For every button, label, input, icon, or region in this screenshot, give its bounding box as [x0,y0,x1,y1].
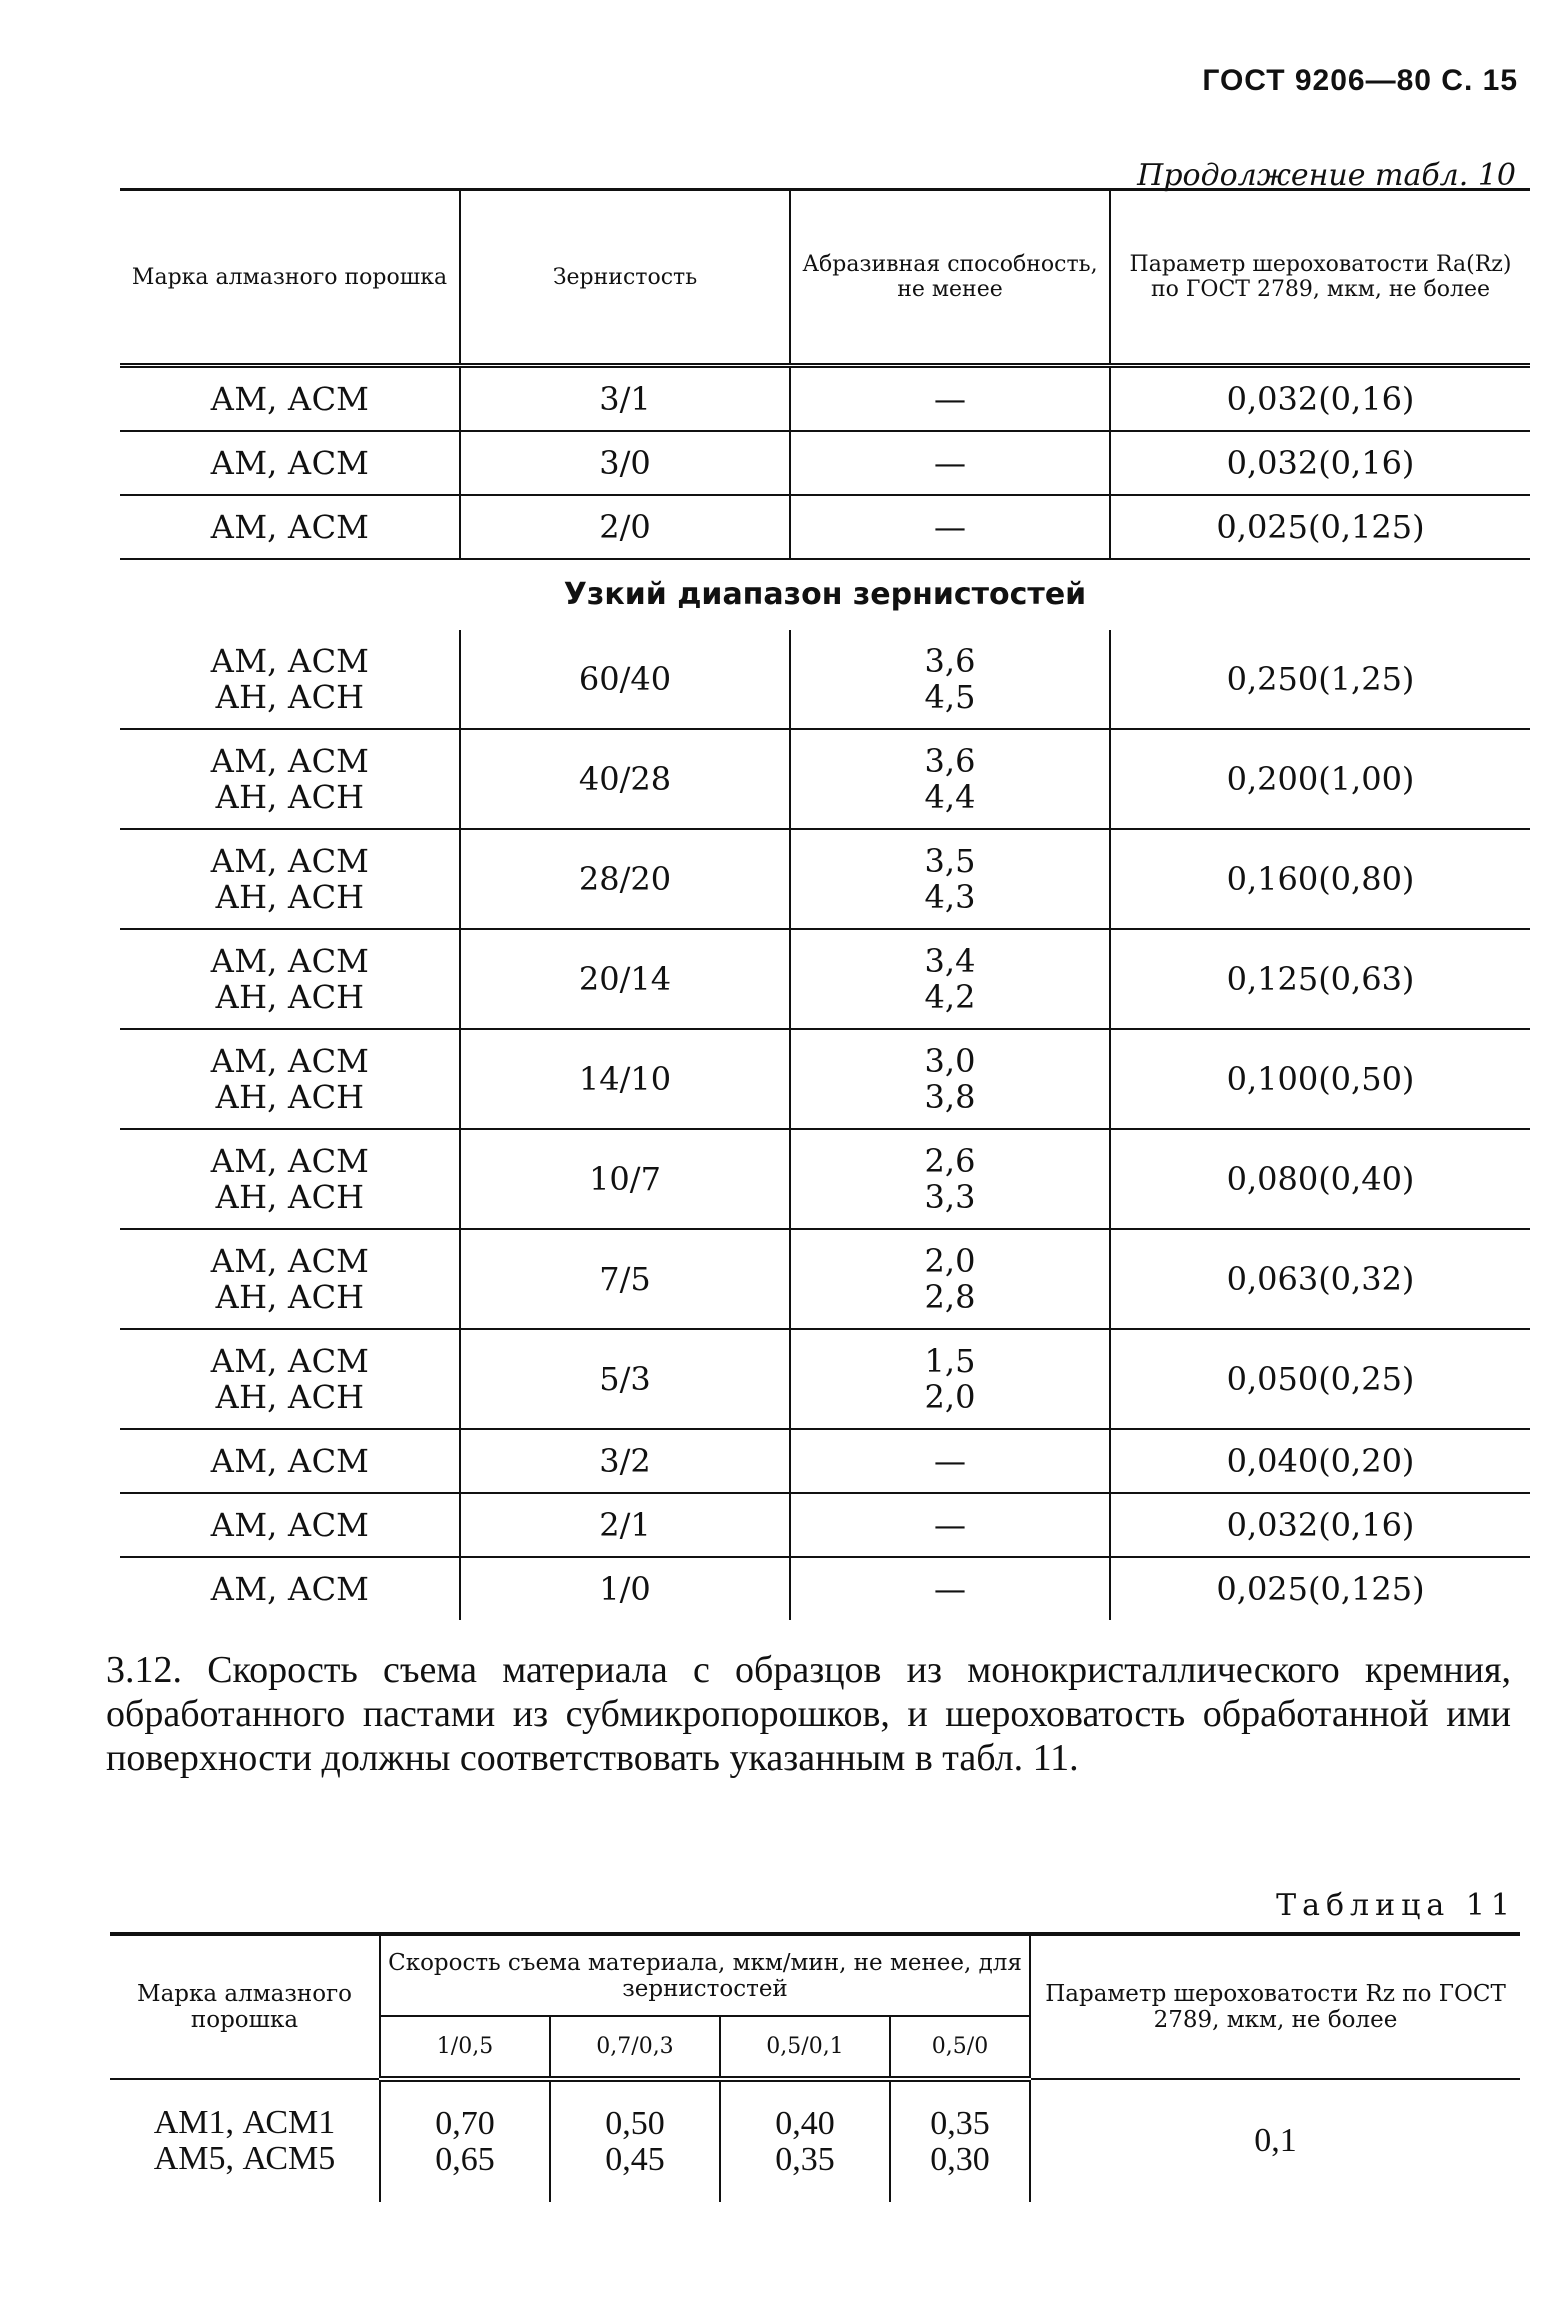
abrasive-value: 4,4 [924,778,976,816]
t11-grain-header: 1/0,5 [380,2016,550,2079]
t11-grain-header: 0,7/0,3 [550,2016,720,2079]
t11-speed-value: 0,50 [605,2105,665,2142]
table-row [120,829,1530,929]
page-header: ГОСТ 9206—80 С. 15 [1202,64,1518,97]
cell-roughness: 0,160(0,80) [1110,829,1530,929]
marka-line: АМ, АСМ [210,842,369,880]
table-row [120,1557,1530,1620]
abrasive-value: 2,0 [924,1242,976,1280]
cell-grain: 60/40 [460,630,790,729]
cell-roughness: 0,080(0,40) [1110,1129,1530,1229]
table-row [120,729,1530,829]
cell-grain: 7/5 [460,1229,790,1329]
table-row [120,1129,1530,1229]
abrasive-value: 2,6 [924,1142,976,1180]
cell-marka [120,929,460,1029]
abrasive-value: 3,0 [924,1042,976,1080]
t11-grain-header: 0,5/0,1 [720,2016,890,2079]
table-10 [120,188,1530,1620]
marka-line: АН, АСН [214,1178,365,1216]
t11-row [110,2079,1520,2202]
marka-line: АМ, АСМ [210,942,369,980]
cell-grain: 3/1 [460,366,790,432]
marka-line: АМ, АСМ [210,642,369,680]
cell-abrasive [790,1429,1110,1493]
t11-cell-roughness: 0,1 [1030,2079,1520,2202]
table-row [120,431,1530,495]
marka-line: АН, АСН [214,978,365,1016]
table11-title: Таблица 11 [1276,1888,1516,1923]
col-header-abrasive: Абразивная способность, не менее [790,190,1110,366]
marka-line: АМ, АСМ [210,1570,369,1608]
cell-roughness: 0,100(0,50) [1110,1029,1530,1129]
cell-abrasive [790,1229,1110,1329]
abrasive-value: — [934,380,966,418]
cell-roughness: 0,125(0,63) [1110,929,1530,1029]
t11-cell-speed [720,2079,890,2202]
cell-grain: 3/0 [460,431,790,495]
cell-abrasive [790,1493,1110,1557]
cell-marka [120,829,460,929]
table-row [120,366,1530,432]
cell-roughness: 0,032(0,16) [1110,431,1530,495]
cell-roughness: 0,025(0,125) [1110,1557,1530,1620]
marka-line: АН, АСН [214,878,365,916]
cell-marka [120,1229,460,1329]
t11-speed-value: 0,30 [930,2141,990,2178]
cell-roughness: 0,200(1,00) [1110,729,1530,829]
t11-col-header-speed: Скорость съема материала, мкм/мин, не менее, для зернистостей [380,1934,1030,2016]
abrasive-value: 3,5 [924,842,976,880]
abrasive-value: 4,3 [924,878,976,916]
t11-speed-value: 0,65 [435,2141,495,2178]
t11-speed-value: 0,35 [930,2105,990,2142]
cell-abrasive [790,1557,1110,1620]
marka-line: АМ, АСМ [210,1342,369,1380]
cell-marka [120,1429,460,1493]
marka-line: АН, АСН [214,1378,365,1416]
abrasive-value: 3,3 [924,1178,976,1216]
cell-abrasive [790,729,1110,829]
abrasive-value: — [934,1570,966,1608]
cell-grain: 20/14 [460,929,790,1029]
cell-roughness: 0,032(0,16) [1110,366,1530,432]
cell-roughness: 0,250(1,25) [1110,630,1530,729]
abrasive-value: — [934,508,966,546]
cell-abrasive [790,431,1110,495]
cell-abrasive [790,829,1110,929]
marka-line: АМ, АСМ [210,742,369,780]
section-row [120,559,1530,630]
abrasive-value: 3,6 [924,642,976,680]
t11-cell-speed [550,2079,720,2202]
cell-marka [120,630,460,729]
col-header-roughness: Параметр шероховатости Ra(Rz) по ГОСТ 2789, мкм, не более [1110,190,1530,366]
abrasive-value: 3,4 [924,942,976,980]
cell-roughness: 0,025(0,125) [1110,495,1530,559]
cell-abrasive [790,1329,1110,1429]
marka-line: АМ, АСМ [210,1042,369,1080]
t11-speed-value: 0,35 [775,2141,835,2178]
marka-line: АМ, АСМ [210,1242,369,1280]
table-row [120,1229,1530,1329]
cell-grain: 28/20 [460,829,790,929]
col-header-marka: Марка алмазного порошка [120,190,460,366]
cell-marka [120,1129,460,1229]
cell-marka [120,431,460,495]
cell-grain: 1/0 [460,1557,790,1620]
table10-continuation-caption: Продолжение табл. 10 [1137,158,1516,193]
cell-grain: 10/7 [460,1129,790,1229]
t11-speed-value: 0,40 [775,2105,835,2142]
t11-cell-marka [110,2079,380,2202]
cell-roughness: 0,040(0,20) [1110,1429,1530,1493]
table-row [120,929,1530,1029]
cell-abrasive [790,495,1110,559]
abrasive-value: 1,5 [924,1342,976,1380]
table-11 [110,1932,1520,2202]
cell-grain: 40/28 [460,729,790,829]
cell-grain: 5/3 [460,1329,790,1429]
cell-marka [120,1329,460,1429]
abrasive-value: 2,0 [924,1378,976,1416]
t11-cell-speed [890,2079,1030,2202]
cell-roughness: 0,032(0,16) [1110,1493,1530,1557]
abrasive-value: — [934,444,966,482]
table-row [120,1429,1530,1493]
t11-grain-header: 0,5/0 [890,2016,1030,2079]
cell-abrasive [790,366,1110,432]
abrasive-value: — [934,1506,966,1544]
table-row [120,630,1530,729]
cell-abrasive [790,1129,1110,1229]
cell-marka [120,366,460,432]
table-row [120,1029,1530,1129]
marka-line: АМ, АСМ [210,1442,369,1480]
t11-speed-value: 0,70 [435,2105,495,2142]
section-title: Узкий диапазон зернистостей [563,577,1087,612]
cell-marka [120,1493,460,1557]
t11-cell-speed [380,2079,550,2202]
marka-line: АМ, АСМ [210,444,369,482]
abrasive-value: 4,5 [924,678,976,716]
cell-marka [120,1029,460,1129]
marka-line: АМ, АСМ [210,1142,369,1180]
t11-col-header-roughness: Параметр шероховатости Rz по ГОСТ 2789, мкм, не более [1030,1934,1520,2079]
cell-marka [120,729,460,829]
abrasive-value: 3,8 [924,1078,976,1116]
marka-line: АН, АСН [214,678,365,716]
cell-marka [120,1557,460,1620]
table-row [120,1329,1530,1429]
t11-marka-line: АМ5, АСМ5 [153,2140,336,2177]
abrasive-value: 2,8 [924,1278,976,1316]
cell-abrasive [790,1029,1110,1129]
cell-abrasive [790,630,1110,729]
cell-grain: 14/10 [460,1029,790,1129]
col-header-grain: Зернистость [460,190,790,366]
cell-roughness: 0,063(0,32) [1110,1229,1530,1329]
table-row [120,495,1530,559]
t11-marka-line: АМ1, АСМ1 [153,2104,336,2141]
cell-grain: 2/0 [460,495,790,559]
cell-roughness: 0,050(0,25) [1110,1329,1530,1429]
t11-speed-value: 0,45 [605,2141,665,2178]
marka-line: АН, АСН [214,1078,365,1116]
marka-line: АН, АСН [214,778,365,816]
marka-line: АМ, АСМ [210,1506,369,1544]
t11-col-header-marka: Марка алмазного порошка [110,1934,380,2079]
marka-line: АМ, АСМ [210,380,369,418]
cell-abrasive [790,929,1110,1029]
abrasive-value: 3,6 [924,742,976,780]
marka-line: АН, АСН [214,1278,365,1316]
cell-marka [120,495,460,559]
marka-line: АМ, АСМ [210,508,369,546]
abrasive-value: — [934,1442,966,1480]
table-row [120,1493,1530,1557]
paragraph-3-12: 3.12. Скорость съема материала с образцов из монокристаллического кремния, обработанного пастами из субмикропорошков, и шероховатость обработанной ими поверхности должны соответствовать указанным в табл. 11. [106,1649,1511,1779]
cell-grain: 2/1 [460,1493,790,1557]
abrasive-value: 4,2 [924,978,976,1016]
cell-grain: 3/2 [460,1429,790,1493]
